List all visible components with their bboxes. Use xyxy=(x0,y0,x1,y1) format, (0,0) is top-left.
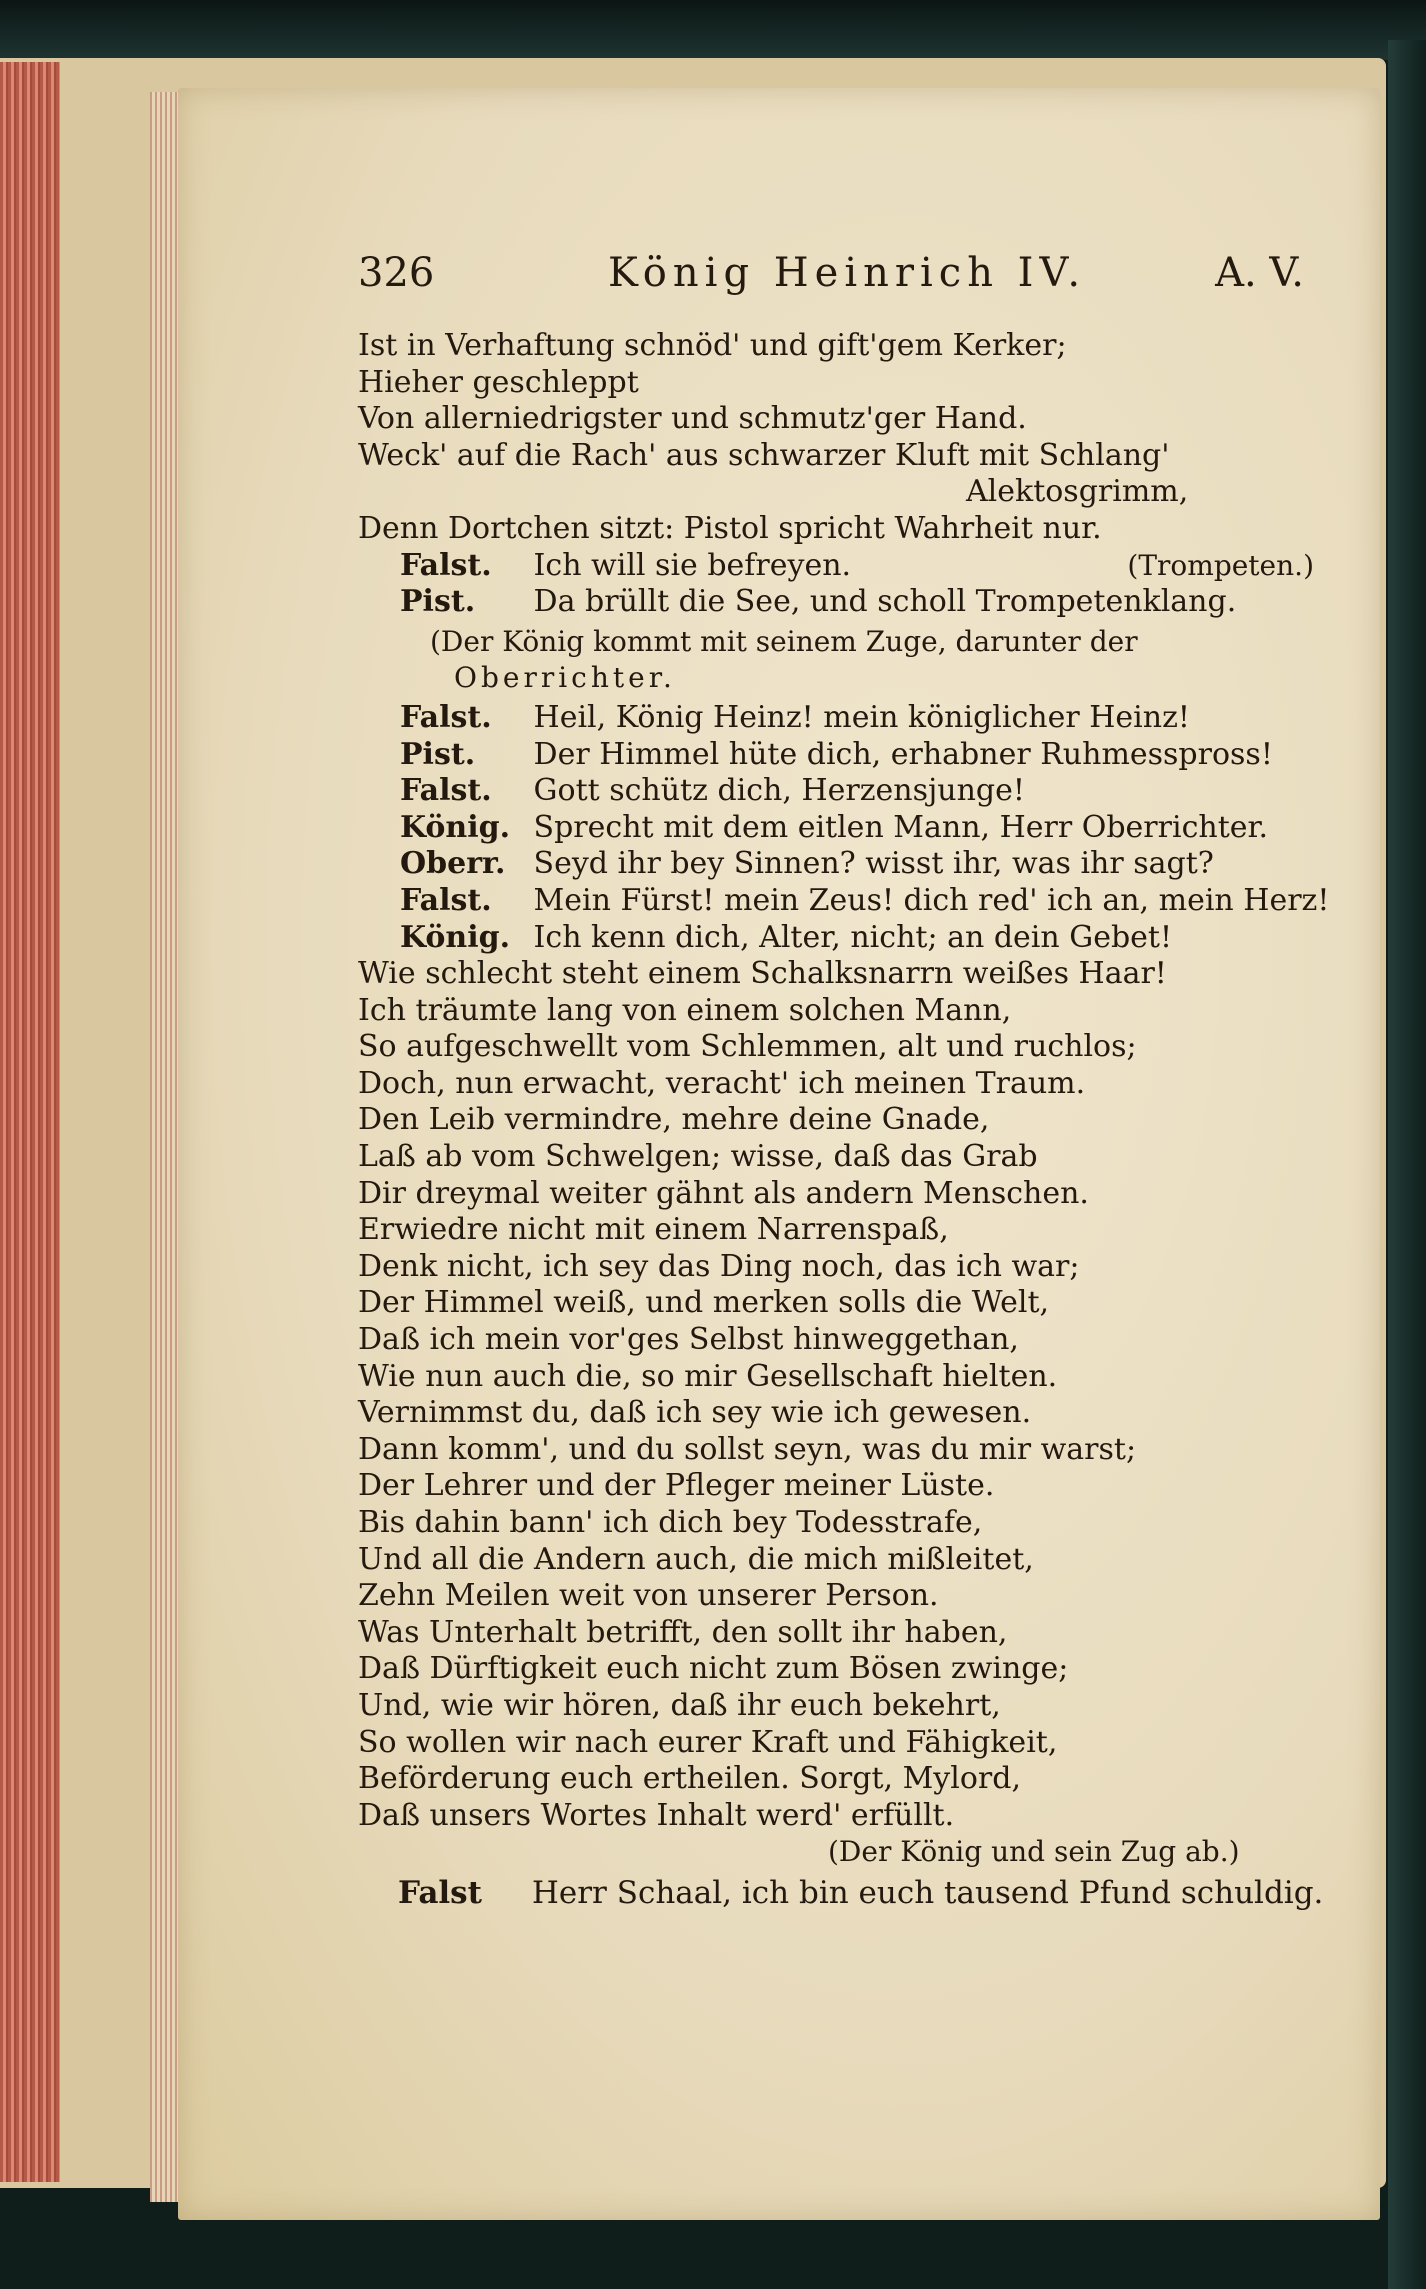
verse-line: Von allerniedrigster und schmutz'ger Hand. xyxy=(358,401,1027,437)
verse-line: Ich träumte lang von einem solchen Mann, xyxy=(358,992,1012,1028)
verse-line: Ist in Verhaftung schnöd' und gift'gem Kerker; xyxy=(358,328,1067,363)
speech-text: Heil, König Heinz! mein königlicher Heinz! xyxy=(533,699,1190,735)
verse-line: Der Lehrer und der Pfleger meiner Lüste. xyxy=(358,1468,995,1504)
verse-line: So aufgeschwellt vom Schlemmen, alt und ruchlos; xyxy=(358,1029,1137,1065)
red-page-edges xyxy=(0,62,60,2182)
play-text xyxy=(358,328,1330,1912)
verse-line: Dir dreymal weiter gähnt als andern Menschen. xyxy=(358,1175,1089,1211)
speech-text: Sprecht mit dem eitlen Mann, Herr Oberrichter. xyxy=(533,809,1269,845)
verse-line: Dann komm', und du sollst seyn, was du mir warst; xyxy=(358,1431,1137,1467)
verse-line: Daß unsers Wortes Inhalt werd' erfüllt. xyxy=(358,1797,955,1833)
speech-line xyxy=(358,773,1314,810)
act-label: A. V. xyxy=(1215,250,1304,296)
running-title: König Heinrich IV. xyxy=(608,250,1087,296)
verse-line: Was Unterhalt betrifft, den sollt ihr haben, xyxy=(358,1614,1008,1650)
verse-line: Daß ich mein vor'ges Selbst hinweggethan, xyxy=(358,1322,1019,1358)
speech-text: Ich will sie befreyen. xyxy=(533,547,852,583)
speech-text: Der Himmel hüte dich, erhabner Ruhmesspross! xyxy=(533,736,1273,772)
verse-line: Doch, nun erwacht, veracht' ich meinen Traum. xyxy=(358,1065,1086,1101)
verse-line: Denk nicht, ich sey das Ding noch, das ich war; xyxy=(358,1248,1080,1284)
speaker-name: Falst. xyxy=(400,773,492,809)
speech-text: Gott schütz dich, Herzensjunge! xyxy=(533,773,1025,809)
speaker-name: Falst. xyxy=(400,547,492,583)
speech-line xyxy=(358,584,1314,621)
stage-direction-continuation: Oberrichter. xyxy=(454,661,676,695)
page-leaf-stack xyxy=(150,92,180,2202)
speaker-name: König. xyxy=(400,919,511,955)
book-cover-right xyxy=(1388,40,1426,2289)
verse-line: Daß Dürftigkeit euch nicht zum Bösen zwinge; xyxy=(358,1651,1069,1687)
verse-line: Beförderung euch ertheilen. Sorgt, Mylord, xyxy=(358,1761,1021,1797)
verse-line: Den Leib vermindre, mehre deine Gnade, xyxy=(358,1102,990,1138)
verse-line: Wie schlecht steht einem Schalksnarrn weißes Haar! xyxy=(358,956,1167,992)
speech-line xyxy=(358,810,1314,847)
speaker-name: Pist. xyxy=(400,736,476,772)
exit-direction: (Der König und sein Zug ab.) xyxy=(828,1835,1240,1869)
page-number: 326 xyxy=(358,250,435,296)
verse-line: Der Himmel weiß, und merken solls die Welt, xyxy=(358,1285,1050,1321)
verse-line: Vernimmst du, daß ich sey wie ich gewesen. xyxy=(358,1395,1032,1431)
book-cover-top xyxy=(0,0,1426,60)
speech-line xyxy=(358,548,1314,585)
verse-line: Bis dahin bann' ich dich bey Todesstrafe, xyxy=(358,1505,983,1540)
verse-line: Erwiedre nicht mit einem Narrenspaß, xyxy=(358,1212,949,1248)
speech-text: Seyd ihr bey Sinnen? wisst ihr, was ihr sagt? xyxy=(533,846,1214,882)
verse-line: Und all die Andern auch, die mich mißleitet, xyxy=(358,1541,1034,1577)
stage-direction: (Trompeten.) xyxy=(1127,548,1314,582)
speaker-name: Oberr. xyxy=(400,846,506,882)
verse-line: Wie nun auch die, so mir Gesellschaft hielten. xyxy=(358,1358,1058,1394)
speech-line xyxy=(358,882,1330,920)
speech-line xyxy=(358,920,1314,957)
speech-text: Herr Schaal, ich bin euch tausend Pfund schuldig. xyxy=(531,1874,1324,1911)
speaker-name: Falst xyxy=(398,1874,482,1911)
speaker-name: Pist. xyxy=(400,584,476,620)
verse-line: Laß ab vom Schwelgen; wisse, daß das Grab xyxy=(358,1139,1038,1175)
speech-text: Da brüllt die See, und scholl Trompetenklang. xyxy=(533,584,1237,620)
speech-text: Ich kenn dich, Alter, nicht; an dein Gebet! xyxy=(533,919,1173,955)
speech-line xyxy=(358,846,1314,883)
verse-line: So wollen wir nach eurer Kraft und Fähigkeit, xyxy=(358,1724,1058,1760)
verse-line: Denn Dortchen sitzt: Pistol spricht Wahrheit nur. xyxy=(358,510,1102,546)
speech-line xyxy=(358,737,1314,774)
verse-line-continuation: Alektosgrimm, xyxy=(966,474,1189,510)
speech-text: Mein Fürst! mein Zeus! dich red' ich an, mein Herz! xyxy=(533,882,1330,918)
speech-line xyxy=(358,1874,1324,1912)
verse-line: Weck' auf die Rach' aus schwarzer Kluft mit Schlang' xyxy=(358,437,1170,473)
stage-direction: (Der König kommt mit seinem Zuge, darunter der xyxy=(430,624,1138,658)
speaker-name: Falst. xyxy=(400,882,492,918)
speaker-name: König. xyxy=(400,809,511,845)
verse-line: Zehn Meilen weit von unserer Person. xyxy=(358,1578,939,1614)
verse-line: Und, wie wir hören, daß ihr euch bekehrt, xyxy=(358,1687,1001,1723)
running-head xyxy=(178,250,1304,300)
verse-line: Hieher geschleppt xyxy=(358,364,639,400)
speaker-name: Falst. xyxy=(400,699,492,735)
speech-line xyxy=(358,700,1314,737)
